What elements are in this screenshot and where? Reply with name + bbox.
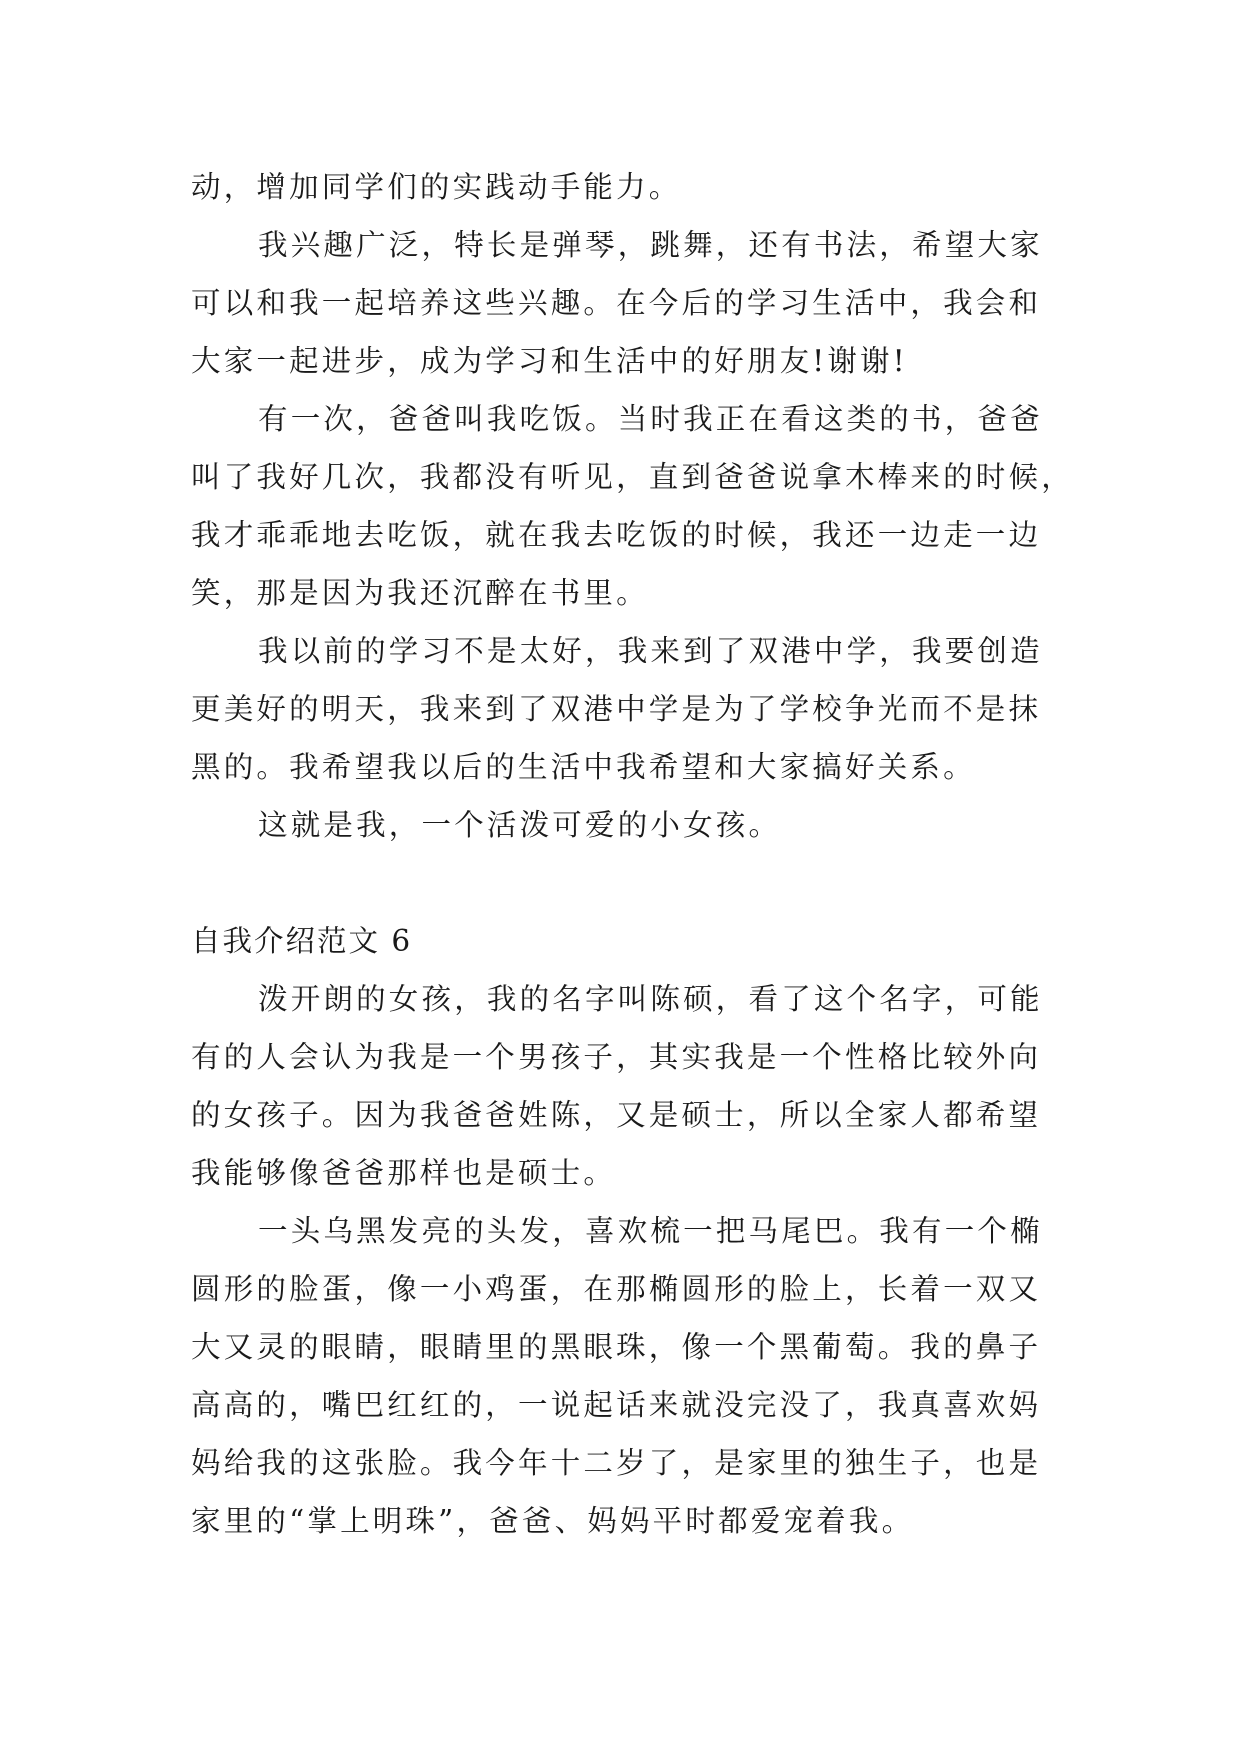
paragraph-first-line: 一头乌黑发亮的头发，喜欢梳一把马尾巴。我有一个椭: [258, 1214, 1043, 1248]
text-line: 大家一起进步，成为学习和生活中的好朋友!谢谢!: [191, 344, 908, 378]
section-heading: 自我介绍范文 6: [191, 924, 413, 958]
text-line: 黑的。我希望我以后的生活中我希望和大家搞好关系。: [191, 750, 976, 784]
paragraph-first-line: 泼开朗的女孩，我的名字叫陈硕，看了这个名字，可能: [258, 982, 1043, 1016]
text-line: 高高的，嘴巴红红的，一说起话来就没完没了，我真喜欢妈: [191, 1388, 1042, 1422]
text-line: 更美好的明天，我来到了双港中学是为了学校争光而不是抹: [191, 692, 1042, 726]
paragraph-first-line: 有一次，爸爸叫我吃饭。当时我正在看这类的书，爸爸: [258, 402, 1043, 436]
text-line: 大又灵的眼睛，眼睛里的黑眼珠，像一个黑葡萄。我的鼻子: [191, 1330, 1042, 1364]
text-line: 笑，那是因为我还沉醉在书里。: [191, 576, 649, 610]
text-line: 有的人会认为我是一个男孩子，其实我是一个性格比较外向: [191, 1040, 1042, 1074]
text-line: 动，增加同学们的实践动手能力。: [191, 170, 682, 204]
paragraph-first-line: 这就是我，一个活泼可爱的小女孩。: [258, 808, 782, 842]
text-line: 妈给我的这张脸。我今年十二岁了，是家里的独生子，也是: [191, 1446, 1042, 1480]
text-line: 圆形的脸蛋，像一小鸡蛋，在那椭圆形的脸上，长着一双又: [191, 1272, 1042, 1306]
text-line: 的女孩子。因为我爸爸姓陈，又是硕士，所以全家人都希望: [191, 1098, 1042, 1132]
paragraph-first-line: 我以前的学习不是太好，我来到了双港中学，我要创造: [258, 634, 1043, 668]
text-line: 叫了我好几次，我都没有听见，直到爸爸说拿木棒来的时候，: [191, 460, 1074, 494]
text-line: 家里的“掌上明珠”，爸爸、妈妈平时都爱宠着我。: [191, 1504, 915, 1538]
text-line: 我才乖乖地去吃饭，就在我去吃饭的时候，我还一边走一边: [191, 518, 1042, 552]
text-line: 我能够像爸爸那样也是硕士。: [191, 1156, 617, 1190]
text-line: 可以和我一起培养这些兴趣。在今后的学习生活中，我会和: [191, 286, 1042, 320]
paragraph-first-line: 我兴趣广泛，特长是弹琴，跳舞，还有书法，希望大家: [258, 228, 1043, 262]
